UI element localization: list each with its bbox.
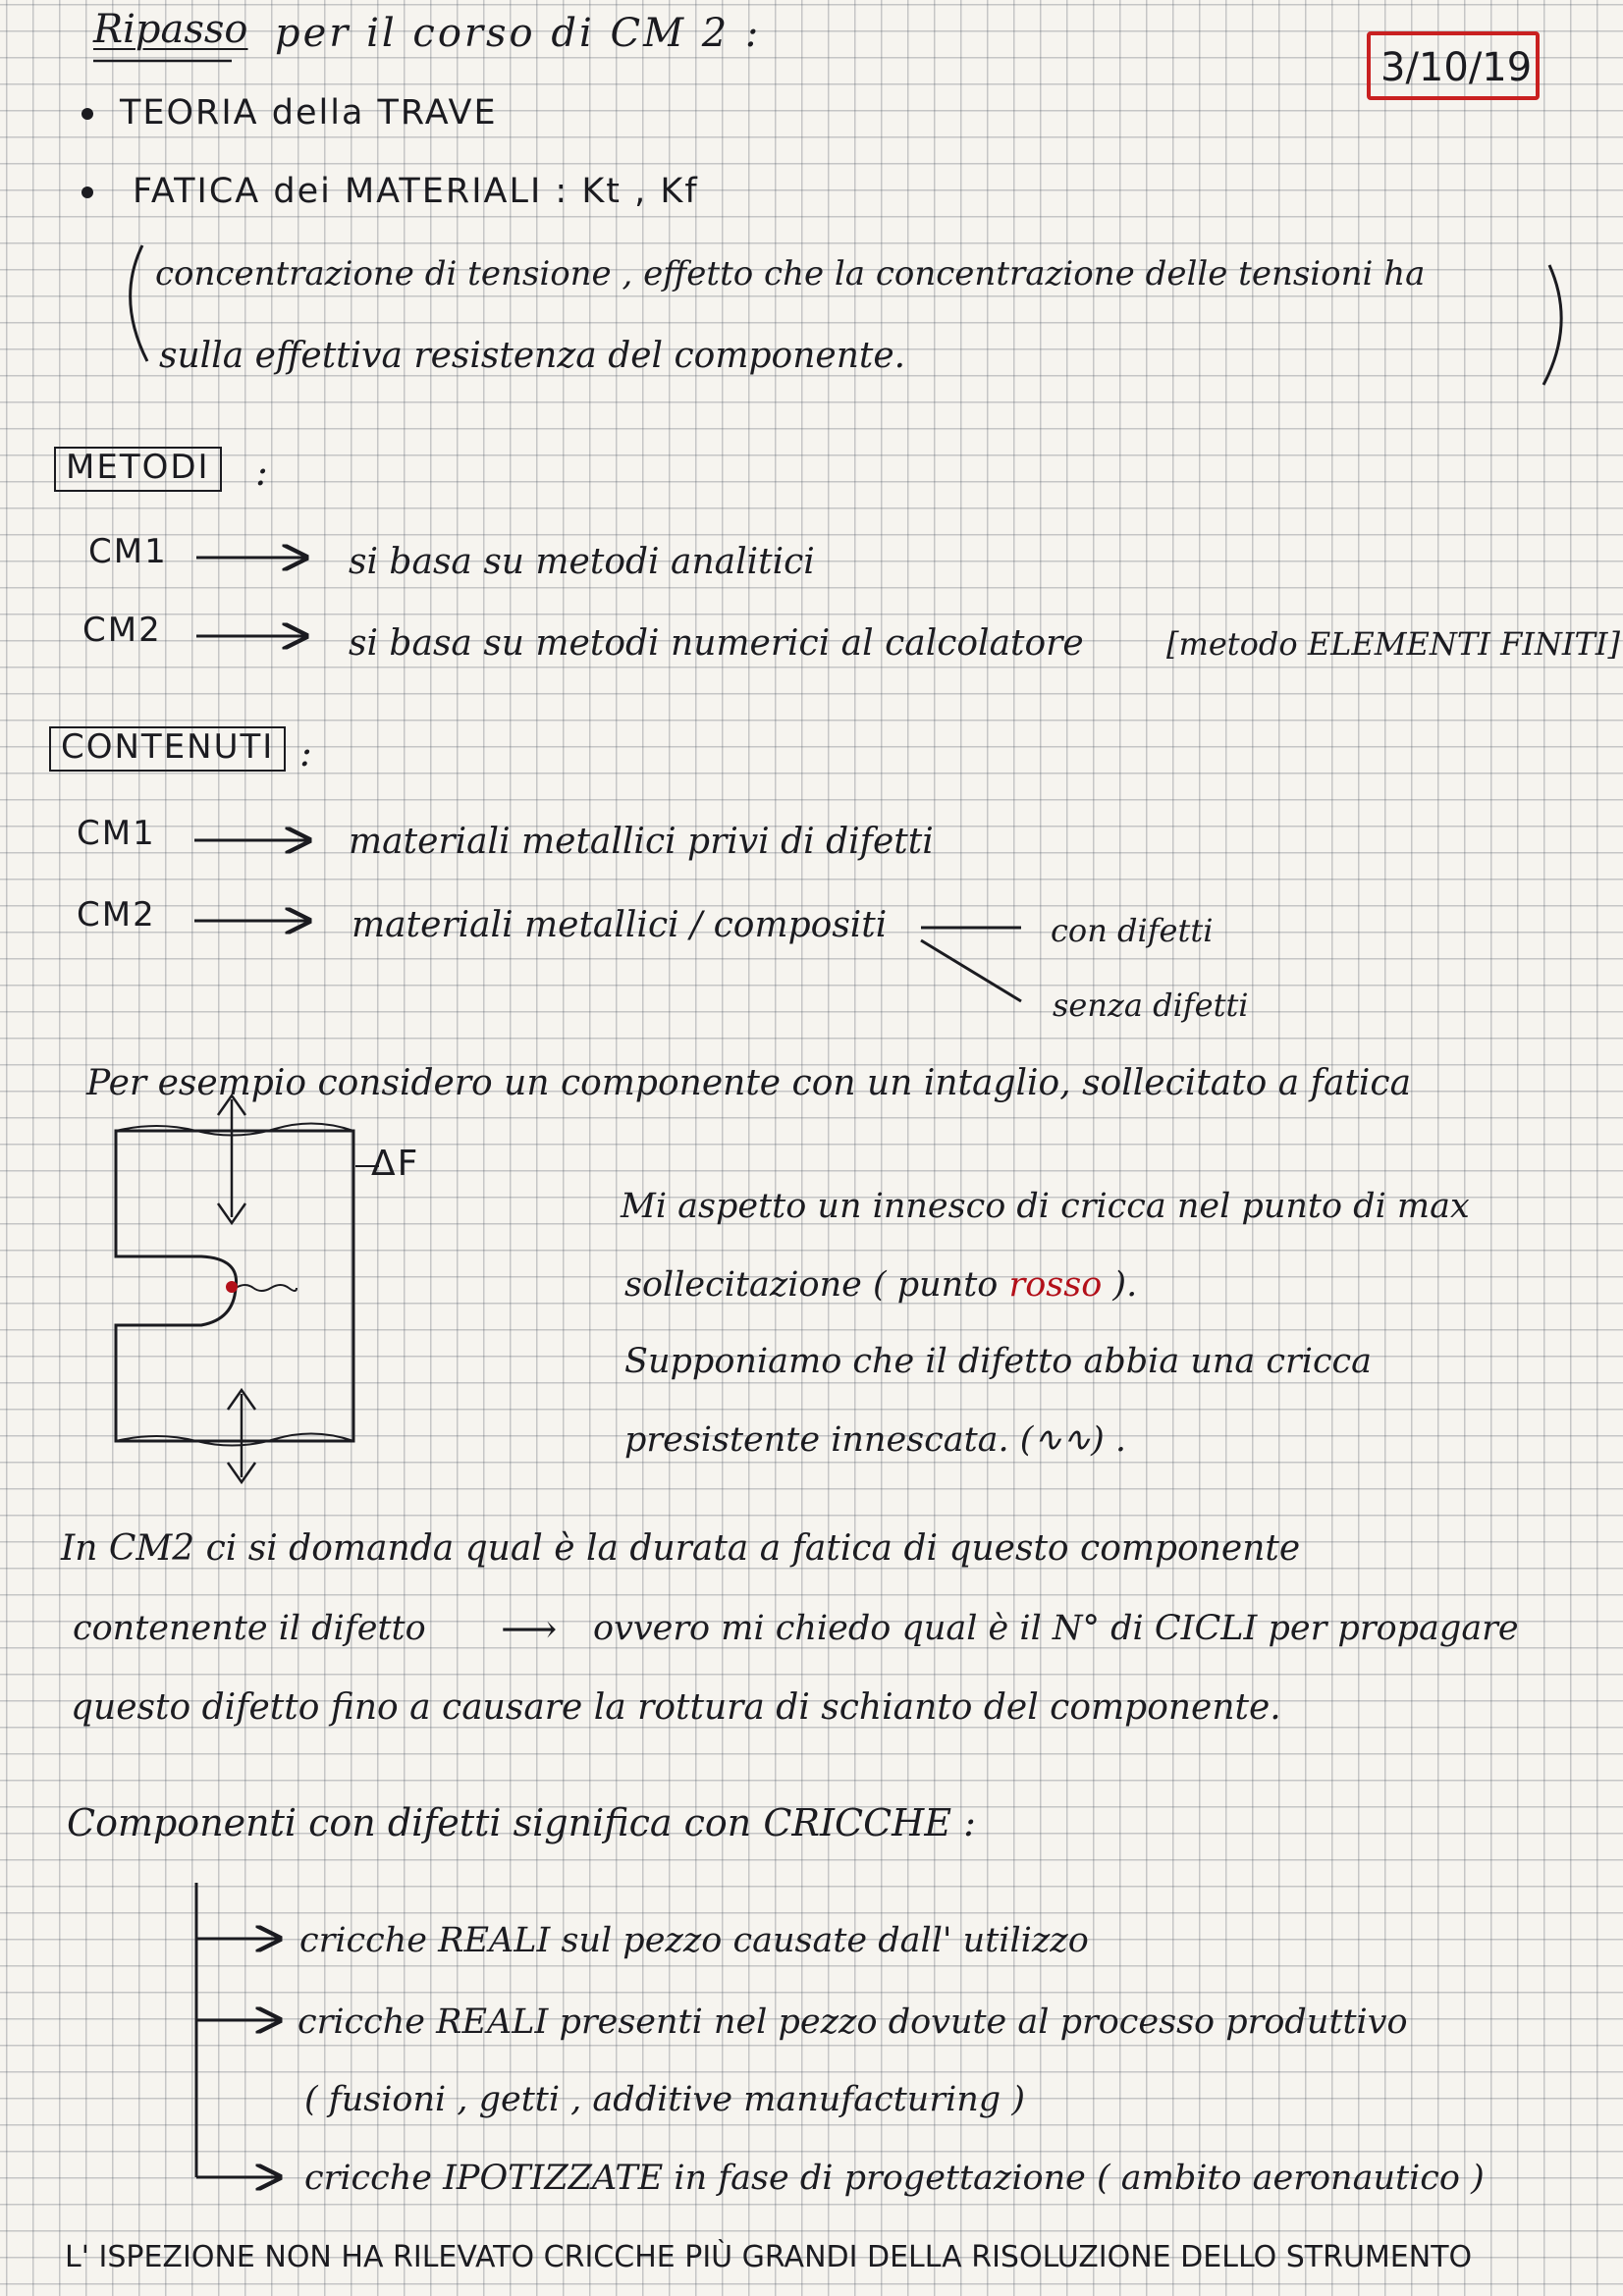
cracks-item1: cricche REALI sul pezzo causate dall' utilizzo	[299, 1921, 1089, 1960]
topic-fatica-materiali: FATICA dei MATERIALI : Kt , Kf	[133, 172, 699, 211]
cm2-question-line3: questo difetto fino a causare la rottura di schianto del componente.	[71, 1687, 1281, 1728]
cm2-question-line2b: ovvero mi chiedo qual è il N° di CICLI per propagare	[593, 1609, 1519, 1648]
example-line3: Supponiamo che il difetto abbia una cricca	[624, 1342, 1373, 1381]
contenuti-colon: :	[299, 731, 312, 774]
red-point-word: rosso	[1008, 1265, 1103, 1305]
cracks-tree	[196, 1883, 280, 2177]
note-left-paren	[131, 245, 147, 361]
branch-senza-difetti: senza difetti	[1053, 987, 1249, 1024]
contenuti-cm1-label: CM1	[77, 814, 156, 853]
metodi-fem-note: [metodo ELEMENTI FINITI]	[1166, 625, 1621, 663]
topic-note-line1: concentrazione di tensione , effetto che la concentrazione delle tensioni ha	[155, 254, 1426, 294]
metodi-cm2-label: CM2	[82, 611, 162, 650]
example-line2-b: ).	[1102, 1265, 1138, 1305]
metodi-cm1-text: si basa su metodi analitici	[349, 542, 815, 582]
cm2-question-line2a: contenente il difetto	[73, 1609, 426, 1648]
title-rest: per il corso di CM 2 :	[275, 11, 762, 56]
topic-teoria-trave: TEORIA della TRAVE	[120, 93, 498, 133]
cm2-question-arrow: ⟶	[501, 1607, 558, 1652]
metodi-heading: METODI	[54, 447, 222, 492]
topic-note-line2: sulla effettiva resistenza del componente.	[159, 336, 906, 376]
cracks-heading: Componenti con difetti significa con CRICCHE :	[67, 1801, 976, 1844]
cracks-item2-detail: ( fusioni , getti , additive manufacturing )	[304, 2080, 1025, 2119]
delta-f-label: ΔF	[371, 1144, 420, 1184]
contenuti-cm1-text: materiali metallici privi di difetti	[349, 822, 934, 862]
branch-con-difetti: con difetti	[1051, 912, 1214, 949]
notched-component-sketch	[116, 1095, 379, 1482]
date-text: 3/10/19	[1380, 45, 1533, 90]
branch-lower-line	[921, 940, 1021, 1001]
example-line2-a: sollecitazione ( punto	[624, 1265, 1009, 1305]
example-line1: Mi aspetto un innesco di cricca nel punto di max	[621, 1187, 1470, 1226]
contenuti-cm2-label: CM2	[77, 895, 156, 934]
contenuti-heading: CONTENUTI	[49, 726, 286, 772]
metodi-colon: :	[255, 451, 268, 494]
example-intro: Per esempio considero un componente con un intaglio, sollecitato a fatica	[86, 1063, 1412, 1103]
example-line4: presistente innescata. (∿∿) .	[624, 1420, 1127, 1460]
metodi-cm1-label: CM1	[88, 532, 168, 571]
contenuti-cm2-text: materiali metallici / compositi	[352, 905, 888, 945]
red-stress-point	[226, 1281, 238, 1293]
note-right-paren	[1543, 265, 1561, 385]
cracks-footer: L' ISPEZIONE NON HA RILEVATO CRICCHE PIÙ GRANDI DELLA RISOLUZIONE DELLO STRUMENTO	[65, 2240, 1473, 2274]
metodi-cm2-text: si basa su metodi numerici al calcolatore	[349, 623, 1084, 664]
cracks-item3: cricche IPOTIZZATE in fase di progettazione ( ambito aeronautico )	[304, 2159, 1485, 2198]
title-ripasso: Ripasso	[93, 7, 248, 52]
cm2-question-line1: In CM2 ci si domanda qual è la durata a fatica di questo componente	[61, 1528, 1301, 1569]
cracks-item2: cricche REALI presenti nel pezzo dovute al processo produttivo	[298, 2002, 1408, 2042]
